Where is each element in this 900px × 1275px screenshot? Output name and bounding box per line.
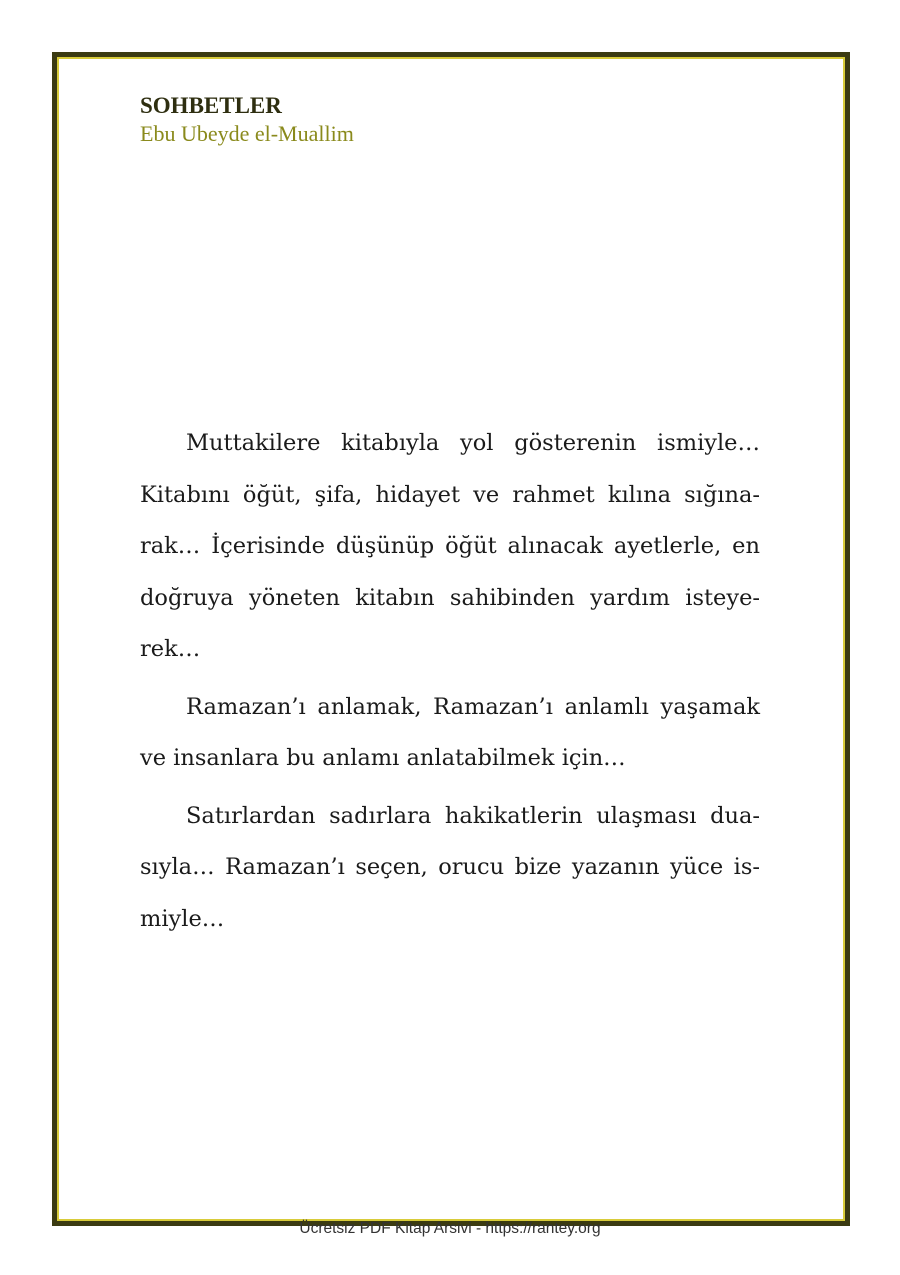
body-text — [140, 418, 760, 945]
paragraph-3: Satırlardan sadırlara hakikatlerin ulaşması duasıyla… Ramazan’ı seçen, orucu bize yazanın yüce ismiyle… — [140, 802, 760, 932]
footer-text: Ücretsiz PDF Kitap Arsivi - https://rantey.org — [299, 1220, 601, 1237]
book-author: Ebu Ubeyde el-Muallim — [140, 121, 354, 146]
page-header — [140, 92, 354, 148]
paragraph-1: Muttakilere kitabıyla yol gösterenin ismiyle… Kitabını öğüt, şifa, hidayet ve rahmet kılına sığınarak… İçerisinde düşünüp öğüt alınacak ayetlerle, en doğruya yöneten kitabın sahibinden yardım isteyerek… — [140, 430, 760, 662]
book-title: SOHBETLER — [140, 93, 282, 118]
paragraph-2: Ramazan’ı anlamak, Ramazan’ı anlamlı yaşamak ve insanlara bu anlamı anlatabilmek için… — [140, 693, 760, 771]
